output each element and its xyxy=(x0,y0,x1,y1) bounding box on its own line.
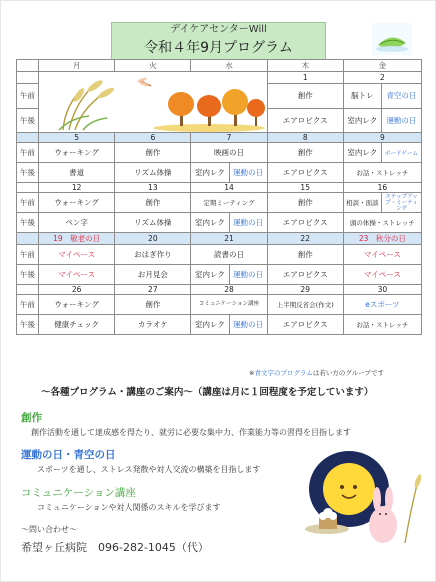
program-cell-youth: 青空の日 xyxy=(381,84,421,108)
program-cell-youth: 運動の日 xyxy=(229,265,267,285)
date-14: 14 xyxy=(191,183,267,193)
section-body-craft: 創作活動を通して達成感を得たり、就労に必要な集中力、作業能力等の習得を目指します xyxy=(31,428,351,437)
leaf-illustration xyxy=(372,23,412,55)
date-6: 6 xyxy=(115,133,191,143)
program-cell: 室内レク xyxy=(191,163,229,183)
program-cell: 室内レク xyxy=(343,143,381,163)
week4-date-row xyxy=(17,233,422,245)
date-7: 7 xyxy=(191,133,267,143)
section-title-craft: 創作 xyxy=(21,412,42,424)
date-19-holiday: 19 敬老の日 xyxy=(39,233,115,245)
program-cell: 脳トレ xyxy=(343,84,381,108)
date-2: 2 xyxy=(343,72,421,84)
susuki-grass-image xyxy=(59,78,115,130)
date-1: 1 xyxy=(267,72,343,84)
day-fri: 金 xyxy=(343,60,421,72)
date-29: 29 xyxy=(267,285,343,295)
program-cell: 創作 xyxy=(267,193,343,213)
autumn-trees-image xyxy=(153,89,265,132)
section-body-sports: スポーツを通し、ストレス発散や対人交流の構築を目指します xyxy=(37,465,261,474)
date-21: 21 xyxy=(191,233,267,245)
program-cell-youth: ステップアップ・ミーティング xyxy=(381,193,421,213)
week4-pm-row xyxy=(17,265,422,285)
day-mon: 月 xyxy=(39,60,115,72)
week5-am-row xyxy=(17,295,422,315)
week5-pm-row xyxy=(17,315,422,335)
program-cell: ウォーキング xyxy=(39,143,115,163)
program-cell: ウォーキング xyxy=(39,295,115,315)
program-cell-youth: ボードゲーム xyxy=(381,143,421,163)
program-cell: マイペース xyxy=(39,265,115,285)
program-title: 令和４年9月プログラム xyxy=(144,40,293,56)
week1-date-row xyxy=(17,72,422,84)
pm-label: 午後 xyxy=(17,163,39,183)
program-calendar xyxy=(16,59,422,335)
program-cell: 創作 xyxy=(267,143,343,163)
pm-label: 午後 xyxy=(17,315,39,335)
date-20: 20 xyxy=(115,233,191,245)
date-9: 9 xyxy=(343,133,421,143)
program-cell: エアロビクス xyxy=(267,108,343,132)
program-cell: コミュニケーション講座 xyxy=(191,295,267,315)
week3-pm-row xyxy=(17,213,422,233)
week5-date-row xyxy=(17,285,422,295)
center-name: デイケアセンターWill xyxy=(170,24,267,35)
program-cell: お月見会 xyxy=(115,265,191,285)
date-28: 28 xyxy=(191,285,267,295)
day-tue: 火 xyxy=(115,60,191,72)
program-cell: 映画の日 xyxy=(191,143,267,163)
date-16: 16 xyxy=(343,183,421,193)
date-13: 13 xyxy=(115,183,191,193)
program-cell: 室内レク xyxy=(191,265,229,285)
program-cell: お話・ストレッチ xyxy=(343,163,421,183)
date-26: 26 xyxy=(39,285,115,295)
pm-label: 午後 xyxy=(17,213,39,233)
program-cell: 室内レク xyxy=(191,213,229,233)
program-cell-youth: 運動の日 xyxy=(229,163,267,183)
am-label: 午前 xyxy=(17,84,39,108)
week2-pm-row xyxy=(17,163,422,183)
program-cell: 室内レク xyxy=(343,108,381,132)
title-banner xyxy=(111,22,326,60)
program-cell: 創作 xyxy=(267,84,343,108)
contact-label: ～問い合わせ～ xyxy=(21,525,77,534)
program-cell: リズム体操 xyxy=(115,213,191,233)
program-cell: 健康チェック xyxy=(39,315,115,335)
program-cell: 室内レク xyxy=(191,315,229,335)
program-cell: 相談・面談 xyxy=(343,193,381,213)
moon-rabbit-illustration xyxy=(287,447,427,551)
section-title-communication: コミュニケーション講座 xyxy=(21,487,136,499)
pm-label: 午後 xyxy=(17,108,39,132)
date-8: 8 xyxy=(267,133,343,143)
corner-cell xyxy=(17,60,39,72)
program-cell: エアロビクス xyxy=(267,315,343,335)
date-22: 22 xyxy=(267,233,343,245)
date-12: 12 xyxy=(39,183,115,193)
program-cell: 創作 xyxy=(115,193,191,213)
date-15: 15 xyxy=(267,183,343,193)
program-cell: おはぎ作り xyxy=(115,245,191,265)
week3-am-row xyxy=(17,193,422,213)
day-wed: 水 xyxy=(191,60,267,72)
date-5: 5 xyxy=(39,133,115,143)
youth-group-note: ※青文字のプログラムは若い方のグループです xyxy=(249,369,385,377)
week2-am-row xyxy=(17,143,422,163)
weekday-header-row xyxy=(17,60,422,72)
am-label: 午前 xyxy=(17,245,39,265)
program-cell: お話・ストレッチ xyxy=(343,315,421,335)
date-27: 27 xyxy=(115,285,191,295)
week2-date-row xyxy=(17,133,422,143)
program-cell: 創作 xyxy=(115,143,191,163)
program-cell: エアロビクス xyxy=(267,265,343,285)
program-cell: 書道 xyxy=(39,163,115,183)
program-guide-heading: ～各種プログラム・講座のご案内～（講座は月に１回程度を予定しています） xyxy=(41,387,374,398)
program-cell: マイペース xyxy=(39,245,115,265)
program-cell-youth: 運動の日 xyxy=(229,213,267,233)
date-30: 30 xyxy=(343,285,421,295)
program-cell-youth: eスポーツ xyxy=(343,295,421,315)
program-cell-youth: 運動の日 xyxy=(381,108,421,132)
section-body-communication: コミュニケーションや対人関係のスキルを学びます xyxy=(37,503,221,512)
section-title-sports: 運動の日・青空の日 xyxy=(21,449,116,461)
program-cell: 読書の日 xyxy=(191,245,267,265)
program-cell: エアロビクス xyxy=(267,163,343,183)
program-cell: マイペース xyxy=(343,245,421,265)
am-label: 午前 xyxy=(17,143,39,163)
program-cell: 上半期反省会(作文) xyxy=(267,295,343,315)
week3-date-row xyxy=(17,183,422,193)
pm-label: 午後 xyxy=(17,265,39,285)
program-cell: ウォーキング xyxy=(39,193,115,213)
program-cell: カラオケ xyxy=(115,315,191,335)
week4-am-row xyxy=(17,245,422,265)
program-cell: ペン字 xyxy=(39,213,115,233)
am-label: 午前 xyxy=(17,295,39,315)
program-cell: 頭の体操・ストレッチ xyxy=(343,213,421,233)
am-label: 午前 xyxy=(17,193,39,213)
day-thu: 木 xyxy=(267,60,343,72)
program-cell: エアロビクス xyxy=(267,213,343,233)
program-cell-youth: 運動の日 xyxy=(229,315,267,335)
contact-phone: 希望ヶ丘病院 096-282-1045（代） xyxy=(21,541,209,554)
program-cell: 創作 xyxy=(267,245,343,265)
dragonfly-icon xyxy=(137,77,151,87)
program-cell: マイペース xyxy=(343,265,421,285)
program-cell: 創作 xyxy=(115,295,191,315)
date-23-holiday: 23 秋分の日 xyxy=(343,233,421,245)
program-cell: リズム体操 xyxy=(115,163,191,183)
autumn-illustration xyxy=(39,72,268,133)
program-cell: 定期ミーティング xyxy=(191,193,267,213)
